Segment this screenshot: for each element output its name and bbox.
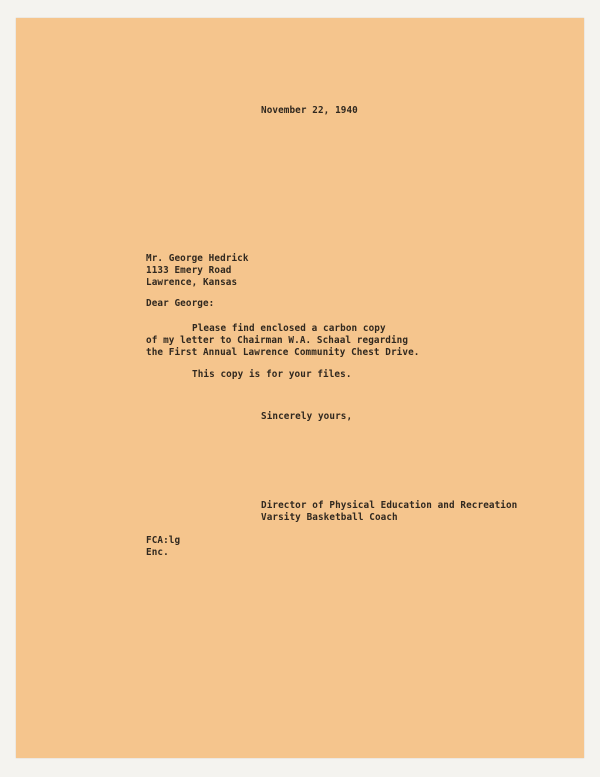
reference-initials: FCA:lg — [146, 535, 181, 546]
letter-date: November 22, 1940 — [261, 105, 358, 116]
salutation: Dear George: — [146, 298, 215, 309]
recipient-street: 1133 Emery Road — [146, 265, 232, 276]
enclosure-notation: Enc. — [146, 547, 169, 558]
body-line: of my letter to Chairman W.A. Schaal regarding — [146, 335, 409, 346]
signature-title: Director of Physical Education and Recreation — [261, 500, 518, 511]
signature-title: Varsity Basketball Coach — [261, 512, 398, 523]
recipient-name: Mr. George Hedrick — [146, 253, 249, 264]
body-line: the First Annual Lawrence Community Chest Drive. — [146, 347, 420, 358]
recipient-city: Lawrence, Kansas — [146, 277, 238, 288]
closing: Sincerely yours, — [261, 411, 353, 422]
body-line: Please find enclosed a carbon copy — [192, 323, 386, 334]
copy-note: This copy is for your files. — [192, 369, 352, 380]
letter-page — [16, 18, 584, 758]
